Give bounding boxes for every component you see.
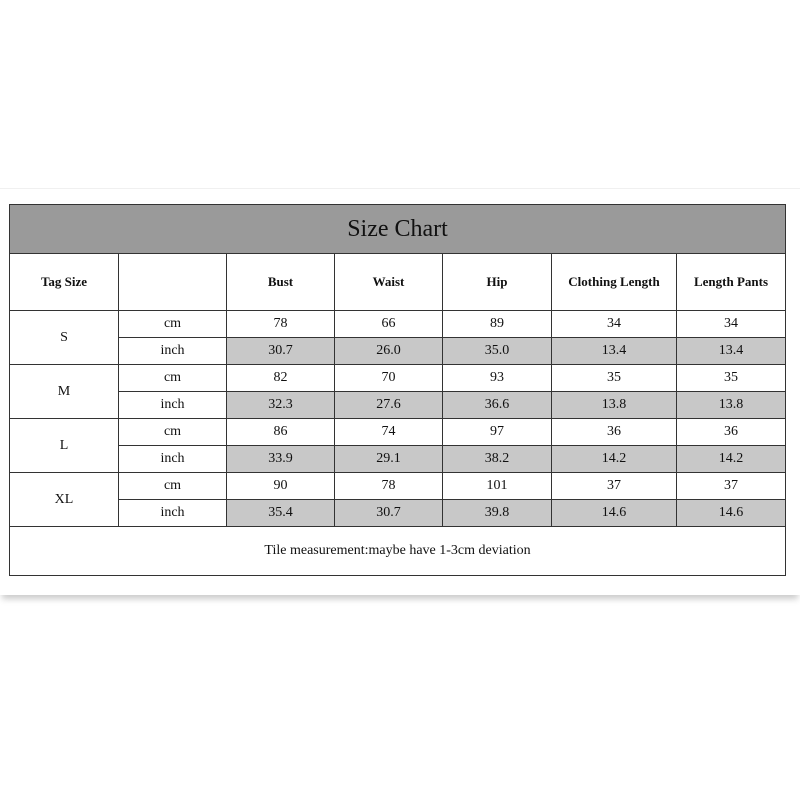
value-cell: 14.6	[677, 500, 786, 527]
table-row	[10, 311, 786, 338]
value-cell: 14.6	[552, 500, 677, 527]
size-chart-table	[9, 204, 786, 576]
value-cell: 30.7	[227, 338, 335, 365]
table-row	[10, 392, 786, 419]
value-cell: 66	[335, 311, 443, 338]
unit-cell: inch	[119, 392, 227, 419]
header-cell: Length Pants	[677, 254, 786, 311]
value-cell: 37	[552, 473, 677, 500]
value-cell: 93	[443, 365, 552, 392]
value-cell: 30.7	[335, 500, 443, 527]
value-cell: 35.4	[227, 500, 335, 527]
value-cell: 13.4	[552, 338, 677, 365]
header-cell: Waist	[335, 254, 443, 311]
value-cell: 78	[335, 473, 443, 500]
value-cell: 74	[335, 419, 443, 446]
table-row	[10, 473, 786, 500]
value-cell: 90	[227, 473, 335, 500]
footer-row	[10, 527, 786, 576]
unit-cell: cm	[119, 419, 227, 446]
value-cell: 14.2	[677, 446, 786, 473]
value-cell: 33.9	[227, 446, 335, 473]
value-cell: 39.8	[443, 500, 552, 527]
value-cell: 34	[677, 311, 786, 338]
value-cell: 101	[443, 473, 552, 500]
deviation-note: Tile measurement:maybe have 1-3cm deviation	[10, 527, 786, 576]
value-cell: 82	[227, 365, 335, 392]
header-cell	[119, 254, 227, 311]
value-cell: 38.2	[443, 446, 552, 473]
header-cell: Clothing Length	[552, 254, 677, 311]
value-cell: 86	[227, 419, 335, 446]
value-cell: 35.0	[443, 338, 552, 365]
unit-cell: inch	[119, 446, 227, 473]
table-row	[10, 338, 786, 365]
unit-cell: inch	[119, 338, 227, 365]
unit-cell: cm	[119, 365, 227, 392]
size-cell: L	[10, 419, 119, 473]
size-cell: XL	[10, 473, 119, 527]
value-cell: 13.8	[677, 392, 786, 419]
unit-cell: cm	[119, 311, 227, 338]
table-row	[10, 500, 786, 527]
value-cell: 70	[335, 365, 443, 392]
value-cell: 14.2	[552, 446, 677, 473]
value-cell: 36.6	[443, 392, 552, 419]
value-cell: 13.4	[677, 338, 786, 365]
value-cell: 97	[443, 419, 552, 446]
header-cell: Bust	[227, 254, 335, 311]
value-cell: 35	[552, 365, 677, 392]
value-cell: 34	[552, 311, 677, 338]
value-cell: 29.1	[335, 446, 443, 473]
table-row	[10, 365, 786, 392]
value-cell: 13.8	[552, 392, 677, 419]
value-cell: 37	[677, 473, 786, 500]
size-cell: M	[10, 365, 119, 419]
header-cell: Hip	[443, 254, 552, 311]
value-cell: 26.0	[335, 338, 443, 365]
value-cell: 35	[677, 365, 786, 392]
value-cell: 36	[552, 419, 677, 446]
unit-cell: cm	[119, 473, 227, 500]
unit-cell: inch	[119, 500, 227, 527]
value-cell: 27.6	[335, 392, 443, 419]
table-row	[10, 446, 786, 473]
header-row	[10, 254, 786, 311]
size-cell: S	[10, 311, 119, 365]
table-title: Size Chart	[10, 205, 786, 254]
value-cell: 36	[677, 419, 786, 446]
header-cell: Tag Size	[10, 254, 119, 311]
value-cell: 78	[227, 311, 335, 338]
table-row	[10, 419, 786, 446]
value-cell: 32.3	[227, 392, 335, 419]
value-cell: 89	[443, 311, 552, 338]
